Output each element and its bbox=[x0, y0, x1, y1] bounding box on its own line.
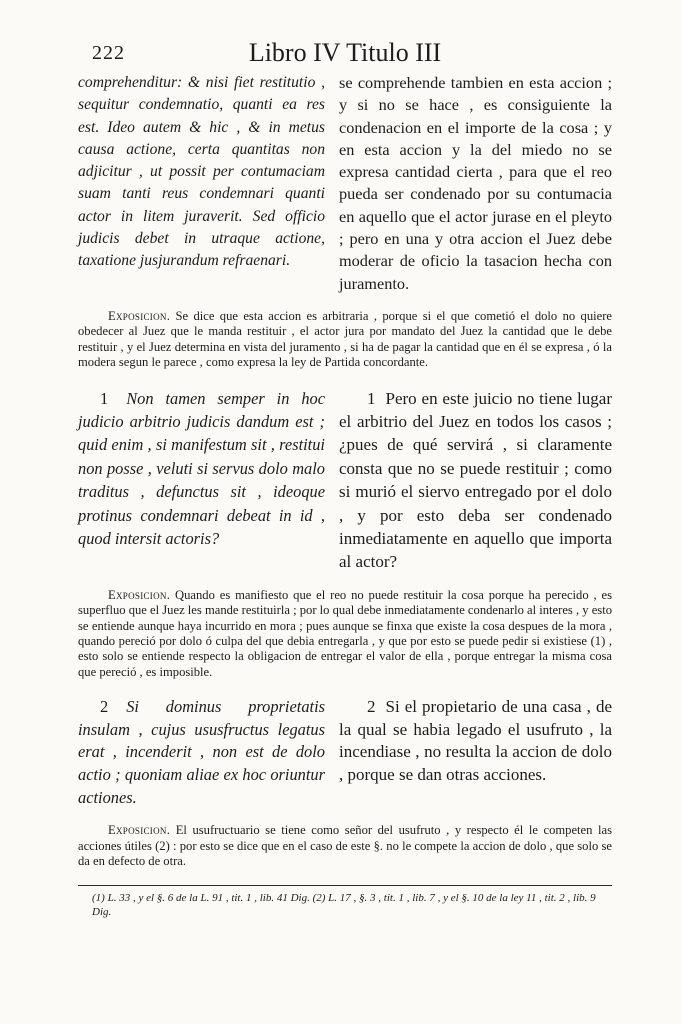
exposicion-label: Exposicion. bbox=[108, 308, 171, 323]
footnote-divider bbox=[78, 885, 612, 886]
exposicion-paragraph-2 bbox=[78, 588, 612, 680]
running-title: Libro IV Titulo III bbox=[248, 38, 442, 67]
spanish-text: Pero en este juicio no tiene lugar el arbitrio del Juez en todos los casos ; ¿pues de qué servirá , si claramente consta que no se puede restituir ; como si murió el siervo entregado por el dolo , y por esto deba ser condenado inmediatamente en aquello que importa al actor? bbox=[339, 388, 612, 572]
exposicion-label: Exposicion. bbox=[108, 823, 171, 838]
section-number: 2 bbox=[367, 697, 376, 717]
latin-text: Non tamen semper in hoc judicio arbitrio judicis dandum est ; quid enim , si manifestum sit , restitui non posse , veluti si servus dolo malo traditus , defunctus sit , ideoque protinus condemnari debeat in id , quod intersit actoris? bbox=[78, 388, 325, 549]
latin-text: Si dominus proprietatis insulam , cujus ususfructus legatus erat , incenderit , non est de dolo actio ; quoniam aliae ex hoc oriuntur actiones. bbox=[78, 697, 325, 807]
exposicion-label: Exposicion. bbox=[108, 587, 171, 602]
latin-column bbox=[78, 387, 325, 574]
section-number: 1 bbox=[367, 388, 376, 408]
section-number: 1 bbox=[100, 388, 109, 408]
exposicion-text: Se dice que esta accion es arbitraria , porque si el que cometió el dolo no quiere obedecer al Juez que le manda restituir , el actor jura por mandato del Juez la cantidad que le debe restituir , y el Juez determina en vista del juramento , si ha de pagar la cantidad que en él se expresa , ó la modera segun le parece , como expresa la ley de Partida concordante. bbox=[78, 308, 612, 370]
page-header bbox=[78, 38, 612, 72]
section-2 bbox=[78, 696, 612, 809]
section-number: 2 bbox=[100, 697, 109, 717]
footnotes: (1) L. 33 , y el §. 6 de la L. 91 , tit. 1 , lib. 41 Dig. (2) L. 17 , §. 3 , tit. 1 , lib. 7 , y el §. 10 de la ley 11 , tit. 2 , lib. 9 Dig. bbox=[92, 892, 596, 918]
exposicion-text: Quando es manifiesto que el reo no puede restituir la cosa porque ha perecido , es superfluo que el Juez les mande restituirla ; por lo qual debe inmediatamente condenarlo al interes , y esto se entiende aunque haya incurrido en mora ; pues aunque se finxa que existe la cosa despues de la mora , quando pereció por dolo ó culpa del que debia entregarla , y que por esto se puede pedir si existiese (1) , esto solo se entiende respecto la obligacion de entregar el valor de ella , porque entregar la misma cosa que pereció , es imposible. bbox=[78, 587, 613, 679]
spanish-column: se comprehende tambien en esta accion ; y si no se hace , es consiguiente la condenacion en el importe de la cosa ; y en esta accion y la del miedo no se expresa cantidad cierta , para que el reo pueda ser condenado por su contumacia en aquello que el actor jurase en el pleyto ; pero en una y otra accion el Juez debe moderar de oficio la tasacion hecha con juramento. bbox=[339, 73, 612, 293]
page-number: 222 bbox=[92, 42, 125, 64]
exposicion-paragraph-3 bbox=[78, 823, 612, 869]
spanish-column bbox=[339, 696, 612, 809]
latin-column: comprehenditur: & nisi fiet restitutio , sequitur condemnatio, quanti ea res est. Ideo autem & hic , & in metus causa actione, certa quantitas non adjicitur , ut possit per contumaciam suam tanti reus condemnari quanti actor in litem juraverit. Sed officio judicis debet in utraque actione, taxatione jusjurandum refraenari. bbox=[78, 74, 325, 270]
spanish-text: Si el propietario de una casa , de la qual se habia legado el usufruto , la incendiase , no resulta la accion de dolo , porque se dan otras acciones. bbox=[339, 697, 612, 785]
parallel-text-block-1 bbox=[78, 72, 612, 295]
book-page bbox=[78, 38, 612, 919]
latin-column bbox=[78, 696, 325, 809]
exposicion-text: El usufructuario se tiene como señor del usufruto , y respecto él le competen las acciones útiles (2) : por esto se dice que en el caso de este §. no le compete la accion de dolo , que solo se da en defecto de otra. bbox=[78, 823, 612, 869]
spanish-column bbox=[339, 387, 612, 574]
section-1 bbox=[78, 387, 612, 574]
exposicion-paragraph-1 bbox=[78, 309, 612, 371]
